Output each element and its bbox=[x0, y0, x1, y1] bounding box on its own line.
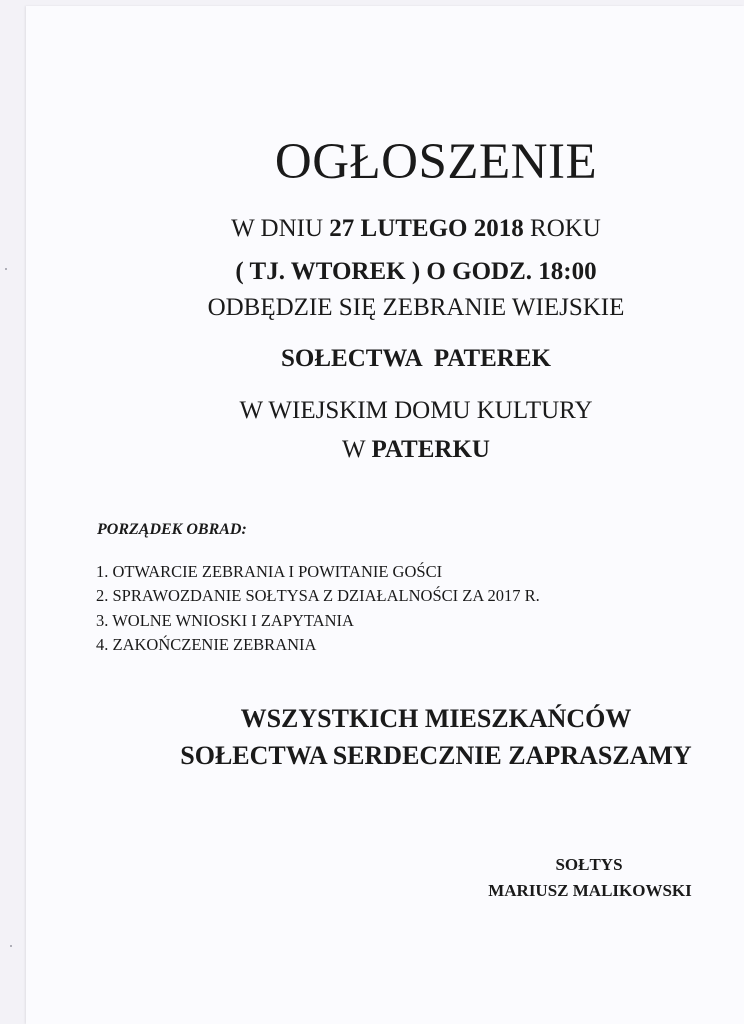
meeting-date: 27 LUTEGO 2018 bbox=[329, 215, 524, 242]
scan-speck bbox=[5, 268, 7, 270]
meeting-event: ODBĘDZIE SIĘ ZEBRANIE WIEJSKIE bbox=[207, 294, 625, 321]
agenda-item: 4. ZAKOŃCZENIE ZEBRANIA bbox=[96, 634, 317, 654]
meeting-place-line bbox=[146, 434, 686, 466]
notice-title: OGŁOSZENIE bbox=[274, 134, 598, 190]
agenda-item: 1. OTWARCIE ZEBRANIA I POWITANIE GOŚCI bbox=[96, 562, 443, 581]
agenda-item: 3. WOLNE WNIOSKI I ZAPYTANIA bbox=[96, 610, 354, 630]
date-suffix: ROKU bbox=[523, 215, 601, 242]
agenda-list bbox=[96, 560, 540, 657]
agenda-item: 2. SPRAWOZDANIE SOŁTYSA Z DZIAŁALNOŚCI ZA 2017 R. bbox=[96, 586, 540, 606]
signature-name: MARIUSZ MALIKOWSKI bbox=[488, 881, 692, 900]
meeting-venue: W WIEJSKIM DOMU KULTURY bbox=[239, 397, 593, 424]
meeting-day-time: ( TJ. WTOREK ) O GODZ. 18:00 bbox=[235, 258, 597, 285]
document-page bbox=[26, 6, 744, 1024]
signature-role: SOŁTYS bbox=[555, 855, 623, 874]
invitation-line-1: WSZYSTKICH MIESZKAŃCÓW bbox=[240, 704, 632, 733]
community-name: SOŁECTWA PATEREK bbox=[281, 345, 551, 372]
scan-speck bbox=[10, 945, 12, 947]
meeting-date-line bbox=[146, 213, 686, 245]
agenda-heading: PORZĄDEK OBRAD: bbox=[97, 521, 247, 538]
meeting-place: PATERKU bbox=[371, 436, 490, 463]
invitation-line-2: SOŁECTWA SERDECZNIE ZAPRASZAMY bbox=[180, 741, 692, 770]
date-prefix: W DNIU bbox=[231, 215, 330, 242]
place-prefix: W bbox=[342, 436, 372, 463]
